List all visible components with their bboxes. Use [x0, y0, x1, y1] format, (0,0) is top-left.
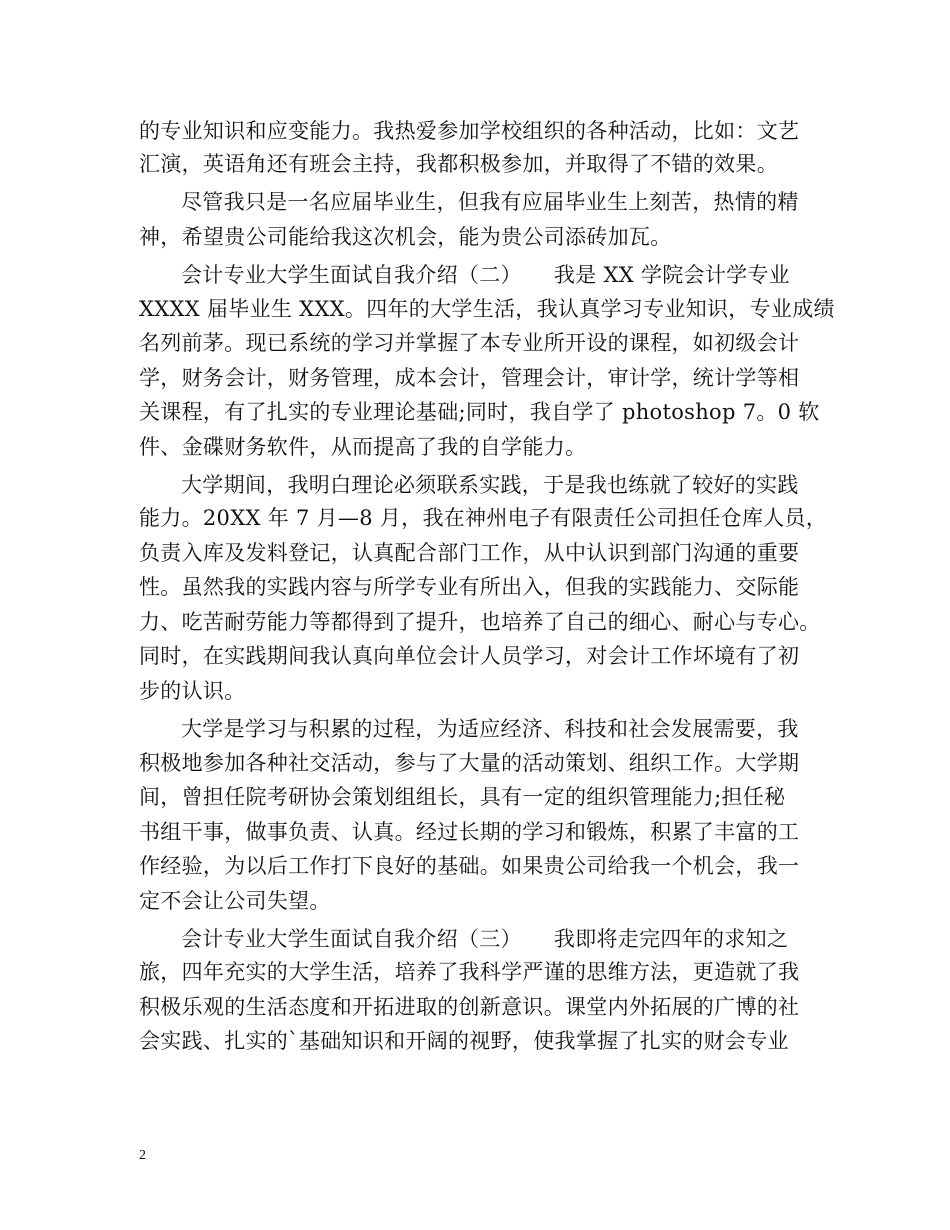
text-line: 会实践、扎实的`基础知识和开阔的视野，使我掌握了扎实的财会专业 — [139, 1029, 789, 1053]
text-line: 能力。20XX 年 7 月—8 月，我在神州电子有限责任公司担任仓库人员， — [139, 506, 828, 530]
text-line: 书组干事，做事负责、认真。经过长期的学习和锻炼，积累了丰富的工 — [139, 820, 800, 844]
text-line: 神，希望贵公司能给我这次机会，能为贵公司添砖加瓦。 — [139, 225, 672, 249]
text-line: 间，曾担任院考研协会策划组组长，具有一定的组织管理能力;担任秘 — [139, 785, 786, 809]
text-line: 负责入库及发料登记，认真配合部门工作，从中认识到部门沟通的重要 — [139, 541, 800, 565]
text-line: 学，财务会计，财务管理，成本会计，管理会计，审计学，统计学等相 — [139, 366, 800, 390]
text-line: 件、金碟财务软件，从而提高了我的自学能力。 — [139, 435, 587, 459]
text-line: 尽管我只是一名应届毕业生，但我有应届毕业生上刻苦，热情的精 — [181, 190, 799, 214]
page-number: 2 — [139, 1148, 146, 1163]
text-line: 积极地参加各种社交活动，参与了大量的活动策划、组织工作。大学期 — [139, 751, 800, 775]
text-line: 步的认识。 — [139, 679, 246, 703]
text-line: 关课程，有了扎实的专业理论基础;同时，我自学了 photoshop 7。0 软 — [139, 400, 820, 424]
text-line: 汇演，英语角还有班会主持，我都积极参加，并取得了不错的效果。 — [139, 152, 778, 176]
text-line: 作经验，为以后工作打下良好的基础。如果贵公司给我一个机会，我一 — [139, 854, 800, 878]
text-line: XXXX 届毕业生 XXX。四年的大学生活，我认真学习专业知识，专业成绩 — [139, 297, 835, 321]
text-line: 定不会让公司失望。 — [139, 889, 331, 913]
text-line: 的专业知识和应变能力。我热爱参加学校组织的各种活动，比如：文艺 — [139, 119, 800, 143]
text-line: 同时，在实践期间我认真向单位会计人员学习，对会计工作坏境有了初 — [139, 644, 800, 668]
text-line: 力、吃苦耐劳能力等都得到了提升，也培养了自己的细心、耐心与专心。 — [139, 610, 821, 634]
text-line: 大学期间，我明白理论必须联系实践，于是我也练就了较好的实践 — [181, 473, 799, 497]
text-line: 大学是学习与积累的过程，为适应经济、科技和社会发展需要，我 — [181, 717, 799, 741]
text-line: 性。虽然我的实践内容与所学专业有所出入，但我的实践能力、交际能 — [139, 575, 800, 599]
text-line: 积极乐观的生活态度和开拓进取的创新意识。课堂内外拓展的广博的社 — [139, 995, 800, 1019]
text-line: 旅，四年充实的大学生活，培养了我科学严谨的思维方法，更造就了我 — [139, 960, 800, 984]
section-heading-line: 会计专业大学生面试自我介绍（三） 我即将走完四年的求知之 — [181, 927, 789, 951]
text-line: 名列前茅。现已系统的学习并掌握了本专业所开设的课程，如初级会计 — [139, 331, 800, 355]
section-heading-line: 会计专业大学生面试自我介绍（二） 我是 XX 学院会计学专业 — [181, 263, 791, 287]
